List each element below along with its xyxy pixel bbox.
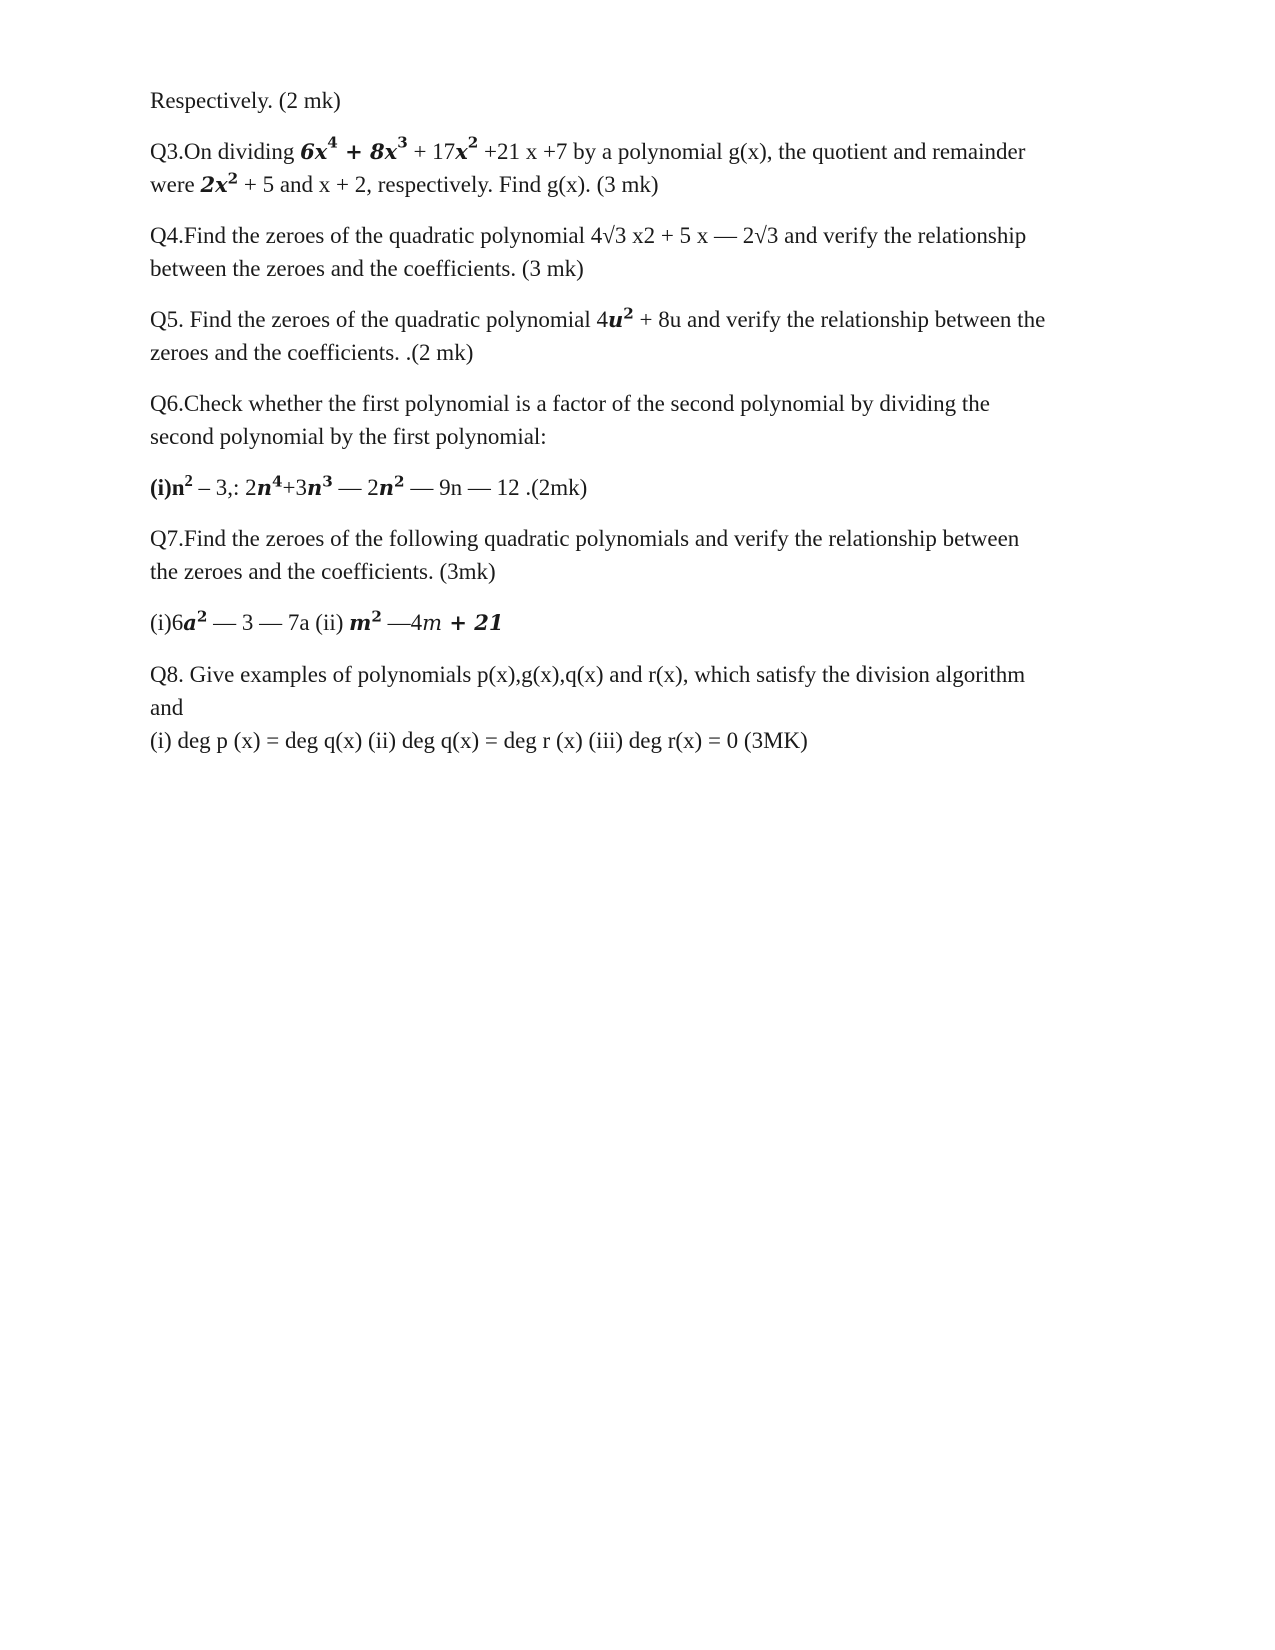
question-7 bbox=[150, 522, 1140, 588]
question-6-line-1: Q6.Check whether the first polynomial is a factor of the second polynomial by dividing the bbox=[150, 391, 990, 416]
question-6 bbox=[150, 387, 1140, 453]
question-8-line-2: and bbox=[150, 695, 184, 720]
question-7-parts: $(i)6a^2$ — 3 — 7a (ii) $m^2$ —4m + 21 bbox=[150, 607, 504, 635]
question-8-line-1: Q8. Give examples of polynomials p(x),g(x),q(x) and r(x), which satisfy the division algorithm bbox=[150, 662, 1026, 687]
question-7-line-1: Q7.Find the zeroes of the following quadratic polynomials and verify the relationship between bbox=[150, 526, 1020, 551]
question-3-line-2: were $2x^2 + 5$ and x + 2, respectively. Find g(x). (3 mk) bbox=[150, 169, 659, 197]
question-5 bbox=[150, 303, 1140, 369]
question-3 bbox=[150, 135, 1140, 201]
question-8-line-3: (i) deg p (x) = deg q(x) (ii) deg q(x) = deg r (x) (iii) deg r(x) = 0 (3MK) bbox=[150, 728, 808, 753]
question-4-line-2: between the zeroes and the coefficients. (3 mk) bbox=[150, 256, 584, 281]
question-5-line-1: Q5. Find the zeroes of the quadratic polynomial $4u^2 + 8u$ and verify the relationship between the bbox=[150, 304, 1046, 332]
question-6-part-i: $(i)n^2 - 3$,: $2n^4+3n^3$ — $2n^2$ — 9n — 12 .(2mk) bbox=[150, 470, 588, 500]
question-4 bbox=[150, 219, 1140, 285]
question-6-line-2: second polynomial by the first polynomial: bbox=[150, 424, 547, 449]
question-5-line-2: zeroes and the coefficients. .(2 mk) bbox=[150, 340, 474, 365]
continuation-text: Respectively. (2 mk) bbox=[150, 88, 341, 113]
question-7-line-2: the zeroes and the coefficients. (3mk) bbox=[150, 559, 496, 584]
question-4-line-1: Q4.Find the zeroes of the quadratic polynomial 4√3 x2 + 5 x — 2√3 and verify the relationship bbox=[150, 223, 1027, 248]
question-8 bbox=[150, 658, 1140, 757]
worksheet-page bbox=[150, 84, 1140, 775]
question-3-line-1: Q3.On dividing $6x^4 + 8x^3 + 17x^2 +21$ x +7 by a polynomial g(x), the quotient and remainder bbox=[150, 133, 1026, 164]
